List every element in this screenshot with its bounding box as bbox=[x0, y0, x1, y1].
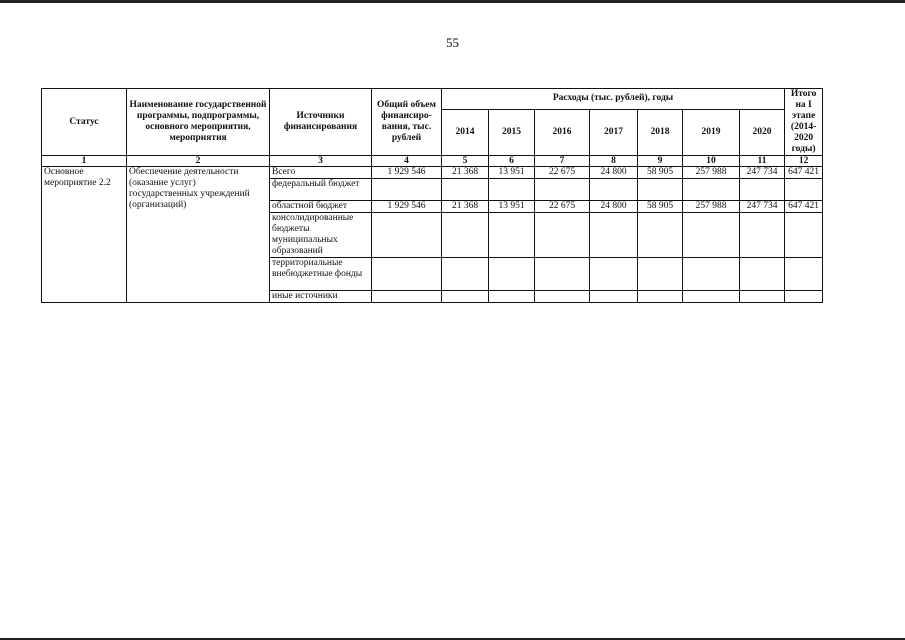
page-number: 55 bbox=[446, 35, 459, 50]
source-cell: иные источники bbox=[270, 291, 372, 303]
total-cell bbox=[372, 213, 442, 258]
total-cell: 1 929 546 bbox=[372, 167, 442, 179]
year-value-cell bbox=[442, 291, 489, 303]
year-value-cell bbox=[535, 291, 590, 303]
year-value-cell: 22 675 bbox=[535, 201, 590, 213]
year-value-cell bbox=[535, 179, 590, 201]
year-value-cell: 22 675 bbox=[535, 167, 590, 179]
stage-total-cell bbox=[785, 213, 823, 258]
year-value-cell: 21 368 bbox=[442, 167, 489, 179]
year-value-cell: 13 951 bbox=[489, 167, 535, 179]
top-scan-edge bbox=[0, 0, 905, 3]
year-value-cell bbox=[740, 291, 785, 303]
column-number: 12 bbox=[785, 156, 823, 167]
total-cell: 1 929 546 bbox=[372, 201, 442, 213]
header-stage-total: Итого на I этапе (2014-2020 годы) bbox=[785, 89, 823, 156]
year-value-cell bbox=[683, 213, 740, 258]
year-value-cell bbox=[489, 213, 535, 258]
stage-total-cell: 647 421 bbox=[785, 167, 823, 179]
year-value-cell bbox=[535, 213, 590, 258]
total-cell bbox=[372, 291, 442, 303]
column-number: 7 bbox=[535, 156, 590, 167]
column-number: 4 bbox=[372, 156, 442, 167]
stage-total-cell bbox=[785, 179, 823, 201]
column-number: 9 bbox=[638, 156, 683, 167]
year-value-cell bbox=[442, 213, 489, 258]
source-cell: Всего bbox=[270, 167, 372, 179]
financing-table bbox=[41, 88, 823, 303]
header-year: 2015 bbox=[489, 109, 535, 155]
header-name: Наименование государственной программы, подпрограммы, основного мероприятия, мероприятия bbox=[127, 89, 270, 156]
year-value-cell bbox=[535, 258, 590, 291]
column-number: 5 bbox=[442, 156, 489, 167]
header-year: 2014 bbox=[442, 109, 489, 155]
year-value-cell bbox=[590, 179, 638, 201]
stage-total-cell: 647 421 bbox=[785, 201, 823, 213]
column-number: 8 bbox=[590, 156, 638, 167]
header-sources: Источники финансирования bbox=[270, 89, 372, 156]
total-cell bbox=[372, 179, 442, 201]
year-value-cell bbox=[683, 291, 740, 303]
column-number: 1 bbox=[42, 156, 127, 167]
stage-total-cell bbox=[785, 291, 823, 303]
year-value-cell bbox=[442, 179, 489, 201]
source-cell: областной бюджет bbox=[270, 201, 372, 213]
column-number: 6 bbox=[489, 156, 535, 167]
header-year: 2020 bbox=[740, 109, 785, 155]
year-value-cell bbox=[489, 179, 535, 201]
year-value-cell: 58 905 bbox=[638, 167, 683, 179]
year-value-cell bbox=[590, 291, 638, 303]
year-value-cell bbox=[683, 258, 740, 291]
header-year: 2019 bbox=[683, 109, 740, 155]
year-value-cell bbox=[489, 291, 535, 303]
year-value-cell bbox=[683, 179, 740, 201]
year-value-cell: 257 988 bbox=[683, 167, 740, 179]
year-value-cell: 58 905 bbox=[638, 201, 683, 213]
year-value-cell bbox=[638, 258, 683, 291]
source-cell: федеральный бюджет bbox=[270, 179, 372, 201]
year-value-cell bbox=[638, 179, 683, 201]
header-total-volume: Общий объем финансиро-вания, тыс. рублей bbox=[372, 89, 442, 156]
header-year: 2018 bbox=[638, 109, 683, 155]
status-cell: Основное мероприятие 2.2 bbox=[42, 167, 127, 303]
year-value-cell bbox=[590, 258, 638, 291]
header-year: 2016 bbox=[535, 109, 590, 155]
year-value-cell bbox=[740, 179, 785, 201]
year-value-cell: 13 951 bbox=[489, 201, 535, 213]
measure-name-cell: Обеспечение деятельности (оказание услуг) государственных учреждений (организаций) bbox=[127, 167, 270, 303]
year-value-cell: 24 800 bbox=[590, 201, 638, 213]
year-value-cell bbox=[638, 213, 683, 258]
year-value-cell: 247 734 bbox=[740, 201, 785, 213]
year-value-cell bbox=[638, 291, 683, 303]
year-value-cell bbox=[489, 258, 535, 291]
total-cell bbox=[372, 258, 442, 291]
source-cell: территориальные внебюджетные фонды bbox=[270, 258, 372, 291]
header-year: 2017 bbox=[590, 109, 638, 155]
year-value-cell bbox=[590, 213, 638, 258]
year-value-cell: 24 800 bbox=[590, 167, 638, 179]
header-expenses: Расходы (тыс. рублей), годы bbox=[442, 89, 785, 110]
table-row bbox=[42, 167, 823, 179]
year-value-cell bbox=[442, 258, 489, 291]
column-number: 10 bbox=[683, 156, 740, 167]
source-cell: консолидированные бюджеты муниципальных образований bbox=[270, 213, 372, 258]
header-status: Статус bbox=[42, 89, 127, 156]
year-value-cell bbox=[740, 213, 785, 258]
column-number: 11 bbox=[740, 156, 785, 167]
column-number: 2 bbox=[127, 156, 270, 167]
year-value-cell: 257 988 bbox=[683, 201, 740, 213]
column-number: 3 bbox=[270, 156, 372, 167]
year-value-cell: 247 734 bbox=[740, 167, 785, 179]
year-value-cell: 21 368 bbox=[442, 201, 489, 213]
year-value-cell bbox=[740, 258, 785, 291]
stage-total-cell bbox=[785, 258, 823, 291]
